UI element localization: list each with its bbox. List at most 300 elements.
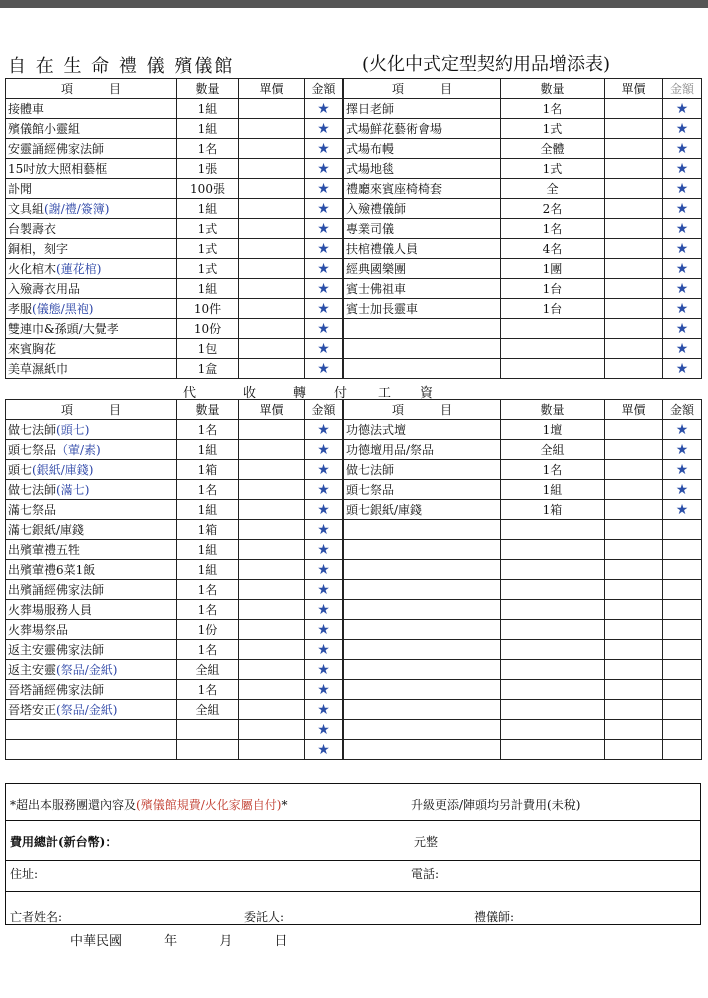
empty-row	[344, 720, 702, 740]
qty-cell: 1名	[501, 460, 605, 480]
qty-cell: 1組	[501, 480, 605, 500]
price-cell[interactable]	[605, 119, 663, 139]
table-row	[344, 179, 702, 199]
price-cell[interactable]	[239, 420, 305, 440]
price-cell[interactable]	[605, 199, 663, 219]
empty-cell	[501, 580, 605, 600]
empty-cell	[605, 640, 663, 660]
qty-cell: 1壇	[501, 420, 605, 440]
deceased-name-label: 亡者姓名:	[10, 910, 63, 924]
empty-cell	[663, 740, 702, 760]
item-cell: 式場地毯	[344, 159, 501, 179]
item-cell: 滿七祭品	[6, 500, 177, 520]
item-cell: 15吋放大照相藝框	[6, 159, 177, 179]
star-icon: ★	[663, 239, 702, 259]
price-cell[interactable]	[239, 540, 305, 560]
col-header-amount: 金額	[305, 79, 343, 99]
price-cell[interactable]	[239, 279, 305, 299]
note-text	[10, 796, 287, 813]
qty-cell: 1份	[177, 620, 239, 640]
price-cell[interactable]	[239, 219, 305, 239]
star-icon: ★	[663, 440, 702, 460]
table-row	[344, 460, 702, 480]
item-detail-text: (頭七)	[56, 423, 90, 437]
star-icon: ★	[305, 640, 343, 660]
item-cell: 頭七祭品	[344, 480, 501, 500]
empty-row	[344, 600, 702, 620]
star-icon: ★	[305, 99, 343, 119]
col-header-price: 單價	[239, 79, 305, 99]
item-cell: 晉塔誦經佛家法師	[6, 680, 177, 700]
section-contract-items	[5, 78, 701, 380]
price-cell[interactable]	[239, 239, 305, 259]
price-cell[interactable]	[239, 339, 305, 359]
empty-cell	[344, 680, 501, 700]
empty-cell	[605, 560, 663, 580]
qty-cell	[177, 720, 239, 740]
qty-cell: 全體	[501, 139, 605, 159]
item-cell: 銅相，刻字	[6, 239, 177, 259]
table-row	[6, 500, 343, 520]
item-cell	[6, 720, 177, 740]
star-icon: ★	[305, 560, 343, 580]
qty-cell: 1箱	[177, 520, 239, 540]
table-row	[6, 339, 343, 359]
date-era: 中華民國	[70, 934, 123, 949]
empty-cell	[605, 660, 663, 680]
price-cell[interactable]	[605, 259, 663, 279]
price-cell[interactable]	[239, 359, 305, 379]
star-icon: ★	[305, 339, 343, 359]
price-cell[interactable]	[605, 279, 663, 299]
price-cell[interactable]	[605, 239, 663, 259]
item-cell: 經典國樂團	[344, 259, 501, 279]
qty-cell: 1團	[501, 259, 605, 279]
table-header-row	[6, 400, 343, 420]
item-cell: 晉塔安正(祭品/金紙)	[6, 700, 177, 720]
phone-label: 電話:	[411, 867, 440, 881]
table-row	[344, 199, 702, 219]
col-header-amount: 金額	[663, 400, 702, 420]
item-cell: 火化棺木(蓮花棺)	[6, 259, 177, 279]
item-cell: 孝服(儀態/黑袍)	[6, 299, 177, 319]
subtitle-collected-wages	[5, 381, 701, 399]
price-cell[interactable]	[239, 99, 305, 119]
qty-cell: 1名	[177, 580, 239, 600]
price-cell[interactable]	[239, 580, 305, 600]
address-row	[6, 861, 700, 892]
table-row	[344, 480, 702, 500]
empty-cell	[501, 720, 605, 740]
price-cell[interactable]	[239, 600, 305, 620]
star-icon: ★	[663, 299, 702, 319]
table-row	[344, 279, 702, 299]
empty-cell	[344, 520, 501, 540]
price-cell[interactable]	[239, 680, 305, 700]
price-cell[interactable]	[239, 259, 305, 279]
qty-cell: 1箱	[501, 500, 605, 520]
item-detail-text: (蓮花棺)	[56, 262, 102, 276]
item-cell: 功德壇用品/祭品	[344, 440, 501, 460]
price-cell[interactable]	[239, 560, 305, 580]
price-cell[interactable]	[605, 420, 663, 440]
table-row	[344, 219, 702, 239]
star-icon: ★	[305, 480, 343, 500]
empty-cell	[663, 580, 702, 600]
star-icon: ★	[305, 259, 343, 279]
table-row	[6, 640, 343, 660]
table-row	[344, 299, 702, 319]
item-cell: 殯儀館小靈組	[6, 119, 177, 139]
star-icon: ★	[663, 259, 702, 279]
contract-items-right-table	[343, 78, 702, 379]
empty-cell	[663, 560, 702, 580]
star-icon: ★	[305, 740, 343, 760]
star-icon: ★	[663, 359, 702, 379]
price-cell[interactable]	[605, 219, 663, 239]
item-cell: 返主安靈(祭品/金紙)	[6, 660, 177, 680]
empty-row	[344, 620, 702, 640]
qty-cell: 1名	[501, 219, 605, 239]
item-cell	[6, 740, 177, 760]
qty-cell: 1式	[177, 239, 239, 259]
empty-cell	[663, 680, 702, 700]
empty-cell	[501, 560, 605, 580]
empty-row	[344, 660, 702, 680]
qty-cell: 1名	[177, 600, 239, 620]
price-cell[interactable]	[239, 480, 305, 500]
star-icon: ★	[663, 159, 702, 179]
table-row	[6, 520, 343, 540]
empty-cell	[605, 580, 663, 600]
col-header-item: 項 目	[344, 400, 501, 420]
col-header-qty: 數量	[177, 79, 239, 99]
qty-cell: 1名	[177, 139, 239, 159]
star-icon: ★	[305, 520, 343, 540]
director-label: 禮儀師:	[474, 910, 515, 924]
empty-cell	[663, 620, 702, 640]
empty-cell	[344, 620, 501, 640]
note-red-text: (殯儀館規費/火化家屬自付)	[136, 798, 282, 812]
star-icon: ★	[663, 179, 702, 199]
note-prefix: *超出本服務團還內容及	[10, 798, 137, 812]
price-cell[interactable]	[605, 299, 663, 319]
item-cell: 火葬場服務人員	[6, 600, 177, 620]
qty-cell: 1盒	[177, 359, 239, 379]
price-cell[interactable]	[605, 460, 663, 480]
col-header-qty: 數量	[501, 79, 605, 99]
empty-cell	[501, 640, 605, 660]
table-row	[6, 440, 343, 460]
col-header-item: 項 目	[6, 79, 177, 99]
price-cell[interactable]	[239, 740, 305, 760]
date-month: 月	[219, 934, 233, 949]
table-row	[344, 420, 702, 440]
qty-cell	[501, 319, 605, 339]
note-row	[6, 784, 700, 821]
table-row	[6, 740, 343, 760]
item-detail-text: （葷/素)	[56, 443, 101, 457]
price-cell[interactable]	[239, 660, 305, 680]
client-label: 委託人:	[244, 910, 285, 924]
star-icon: ★	[663, 119, 702, 139]
empty-cell	[344, 540, 501, 560]
qty-cell: 1組	[177, 199, 239, 219]
qty-cell: 1名	[177, 680, 239, 700]
empty-cell	[501, 660, 605, 680]
col-header-qty: 數量	[177, 400, 239, 420]
qty-cell: 1組	[177, 540, 239, 560]
total-label: 費用總計(新台幣)：	[10, 835, 118, 849]
empty-row	[344, 520, 702, 540]
star-icon: ★	[663, 99, 702, 119]
table-row	[344, 139, 702, 159]
section-collected-wages	[5, 399, 701, 765]
table-row	[6, 660, 343, 680]
table-row	[6, 700, 343, 720]
date-year: 年	[164, 934, 178, 949]
empty-cell	[501, 700, 605, 720]
star-icon: ★	[305, 359, 343, 379]
item-cell: 出殯葷禮五牲	[6, 540, 177, 560]
table-row	[6, 319, 343, 339]
empty-cell	[344, 700, 501, 720]
empty-cell	[501, 600, 605, 620]
table-row	[6, 460, 343, 480]
upgrade-note: 升級更添/陣頭均另計費用(未稅)	[411, 798, 581, 812]
price-cell[interactable]	[605, 179, 663, 199]
star-icon: ★	[305, 700, 343, 720]
star-icon: ★	[305, 620, 343, 640]
price-cell[interactable]	[239, 460, 305, 480]
col-header-price: 單價	[605, 79, 663, 99]
star-icon: ★	[305, 279, 343, 299]
qty-cell: 全組	[177, 700, 239, 720]
subtitle-char: 收	[243, 386, 257, 401]
table-row	[6, 99, 343, 119]
empty-cell	[344, 580, 501, 600]
qty-cell: 1箱	[177, 460, 239, 480]
price-cell[interactable]	[239, 720, 305, 740]
price-cell[interactable]	[239, 640, 305, 660]
item-cell: 頭七祭品（葷/素)	[6, 440, 177, 460]
table-row	[6, 620, 343, 640]
item-cell	[344, 339, 501, 359]
table-row	[6, 720, 343, 740]
qty-cell: 1組	[177, 119, 239, 139]
price-cell[interactable]	[239, 179, 305, 199]
table-row	[6, 359, 343, 379]
table-row	[344, 99, 702, 119]
item-cell: 擇日老師	[344, 99, 501, 119]
contract-items-left-table	[5, 78, 343, 379]
wages-right-table	[343, 399, 702, 760]
item-cell: 扶棺禮儀人員	[344, 239, 501, 259]
subtitle-char: 轉	[293, 386, 307, 401]
price-cell[interactable]	[239, 199, 305, 219]
table-row	[344, 239, 702, 259]
empty-cell	[663, 660, 702, 680]
star-icon: ★	[305, 420, 343, 440]
price-cell[interactable]	[605, 339, 663, 359]
price-cell[interactable]	[605, 319, 663, 339]
item-cell: 入殮禮儀師	[344, 199, 501, 219]
qty-cell: 10份	[177, 319, 239, 339]
table-row	[6, 159, 343, 179]
price-cell[interactable]	[239, 119, 305, 139]
note-suffix: *	[281, 798, 288, 812]
price-cell[interactable]	[605, 159, 663, 179]
col-header-item: 項 目	[6, 400, 177, 420]
qty-cell: 1式	[177, 219, 239, 239]
item-detail-text: (祭品/金紙)	[56, 703, 118, 717]
item-cell: 式場鮮花藝術會場	[344, 119, 501, 139]
qty-cell: 2名	[501, 199, 605, 219]
price-cell[interactable]	[239, 319, 305, 339]
qty-cell: 1組	[177, 99, 239, 119]
item-cell: 文具組(謝/禮/簽簿)	[6, 199, 177, 219]
item-cell: 安靈誦經佛家法師	[6, 139, 177, 159]
star-icon: ★	[305, 580, 343, 600]
qty-cell: 全組	[501, 440, 605, 460]
date-day: 日	[274, 934, 288, 949]
empty-cell	[605, 740, 663, 760]
star-icon: ★	[305, 540, 343, 560]
empty-cell	[501, 540, 605, 560]
item-cell: 火葬場祭品	[6, 620, 177, 640]
qty-cell: 1名	[177, 640, 239, 660]
table-row	[6, 139, 343, 159]
star-icon: ★	[305, 500, 343, 520]
empty-cell	[605, 680, 663, 700]
empty-cell	[344, 660, 501, 680]
price-cell[interactable]	[239, 139, 305, 159]
empty-cell	[605, 700, 663, 720]
empty-row	[344, 700, 702, 720]
table-row	[344, 359, 702, 379]
empty-cell	[344, 600, 501, 620]
table-row	[6, 179, 343, 199]
empty-cell	[663, 600, 702, 620]
item-cell: 功德法式壇	[344, 420, 501, 440]
table-row	[6, 259, 343, 279]
table-row	[6, 480, 343, 500]
table-row	[6, 239, 343, 259]
price-cell[interactable]	[239, 440, 305, 460]
empty-cell	[663, 520, 702, 540]
empty-cell	[501, 680, 605, 700]
subtitle-char: 代	[183, 386, 197, 401]
item-cell	[344, 319, 501, 339]
item-cell: 台製壽衣	[6, 219, 177, 239]
price-cell[interactable]	[239, 620, 305, 640]
item-cell: 入殮壽衣用品	[6, 279, 177, 299]
star-icon: ★	[305, 239, 343, 259]
item-cell: 式場布幔	[344, 139, 501, 159]
col-header-qty: 數量	[501, 400, 605, 420]
table-row	[6, 199, 343, 219]
price-cell[interactable]	[239, 520, 305, 540]
item-cell: 專業司儀	[344, 219, 501, 239]
empty-cell	[344, 560, 501, 580]
star-icon: ★	[663, 279, 702, 299]
item-cell: 做七法師(滿七)	[6, 480, 177, 500]
table-row	[344, 259, 702, 279]
empty-row	[344, 680, 702, 700]
price-cell[interactable]	[605, 480, 663, 500]
star-icon: ★	[305, 600, 343, 620]
empty-cell	[605, 540, 663, 560]
star-icon: ★	[663, 199, 702, 219]
star-icon: ★	[305, 319, 343, 339]
price-cell[interactable]	[605, 139, 663, 159]
qty-cell: 全組	[177, 660, 239, 680]
wages-left-table	[5, 399, 343, 760]
table-row	[6, 580, 343, 600]
qty-cell	[501, 359, 605, 379]
item-cell: 出殯誦經佛家法師	[6, 580, 177, 600]
empty-cell	[501, 620, 605, 640]
empty-row	[344, 560, 702, 580]
empty-cell	[501, 740, 605, 760]
qty-cell: 1名	[177, 420, 239, 440]
star-icon: ★	[663, 460, 702, 480]
price-cell[interactable]	[605, 99, 663, 119]
qty-cell	[177, 740, 239, 760]
price-cell[interactable]	[239, 700, 305, 720]
price-cell[interactable]	[239, 500, 305, 520]
empty-cell	[663, 540, 702, 560]
item-cell: 做七法師	[344, 460, 501, 480]
qty-cell: 1名	[501, 99, 605, 119]
qty-cell	[501, 339, 605, 359]
qty-cell: 1組	[177, 560, 239, 580]
item-cell: 賓士佛祖車	[344, 279, 501, 299]
qty-cell: 1台	[501, 299, 605, 319]
price-cell[interactable]	[605, 500, 663, 520]
price-cell[interactable]	[605, 440, 663, 460]
item-detail-text: (儀態/黑袍)	[32, 302, 94, 316]
qty-cell: 1組	[177, 279, 239, 299]
form-title: (火化中式定型契約用品增添表)	[362, 54, 611, 75]
roc-date-line	[70, 930, 325, 949]
price-cell[interactable]	[239, 159, 305, 179]
footer-summary-box	[5, 783, 701, 925]
item-cell: 返主安靈佛家法師	[6, 640, 177, 660]
item-cell: 接體車	[6, 99, 177, 119]
empty-row	[344, 740, 702, 760]
table-row	[6, 560, 343, 580]
star-icon: ★	[305, 159, 343, 179]
empty-cell	[605, 600, 663, 620]
qty-cell: 1包	[177, 339, 239, 359]
price-cell[interactable]	[239, 299, 305, 319]
table-row	[6, 119, 343, 139]
table-row	[6, 299, 343, 319]
item-cell: 賓士加長靈車	[344, 299, 501, 319]
item-cell: 滿七銀紙/庫錢	[6, 520, 177, 540]
empty-cell	[344, 640, 501, 660]
star-icon: ★	[305, 179, 343, 199]
item-cell: 來賓胸花	[6, 339, 177, 359]
item-cell	[344, 359, 501, 379]
total-row	[6, 821, 700, 861]
star-icon: ★	[305, 440, 343, 460]
table-row	[6, 540, 343, 560]
price-cell[interactable]	[605, 359, 663, 379]
table-row	[344, 440, 702, 460]
empty-row	[344, 640, 702, 660]
